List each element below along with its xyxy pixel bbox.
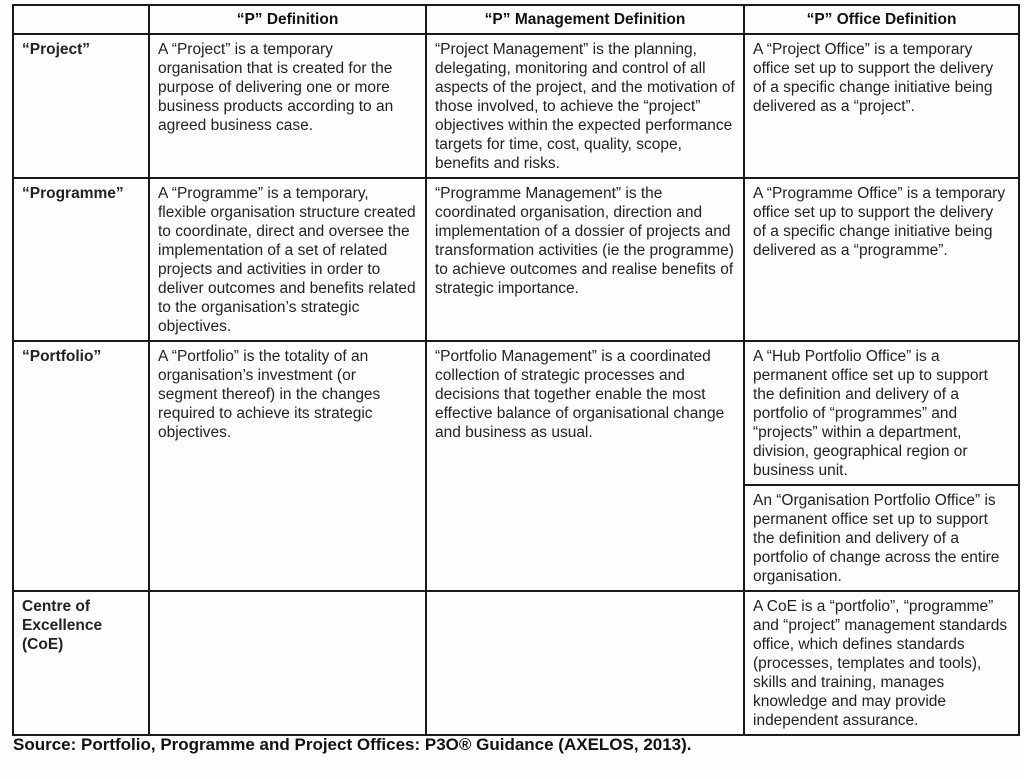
table-header-row (13, 5, 1019, 34)
portfolio-definition-cell: A “Portfolio” is the totality of an organisation’s investment (or segment thereof) in the changes required to achieve its strategic objectives. (149, 341, 426, 591)
header-management-cell: “P” Management Definition (426, 5, 744, 34)
coe-office-cell: A CoE is a “portfolio”, “programme” and “project” management standards office, which defines standards (processes, templates and tools), skills and training, manages knowledge and may provide independent assurance. (744, 591, 1019, 735)
source-caption: Source: Portfolio, Programme and Project Offices: P3O® Guidance (AXELOS, 2013). (13, 735, 692, 754)
programme-management-cell: “Programme Management” is the coordinated organisation, direction and implementation of a dossier of projects and transformation activities (ie the programme) to achieve outcomes and realise benefits of strategic importance. (426, 178, 744, 341)
table-row-programme (13, 178, 1019, 341)
coe-definition-cell (149, 591, 426, 735)
portfolio-office-org-cell: An “Organisation Portfolio Office” is permanent office set up to support the definition and delivery of a portfolio of change across the entire organisation. (744, 485, 1019, 591)
coe-management-cell (426, 591, 744, 735)
portfolio-term-cell: “Portfolio” (13, 341, 149, 591)
programme-definition-cell: A “Programme” is a temporary, flexible organisation structure created to coordinate, direct and oversee the implementation of a set of related projects and activities in order to deliver outcomes and benefits related to the organisation’s strategic objectives. (149, 178, 426, 341)
p3o-definitions-table (12, 4, 1020, 736)
project-office-cell: A “Project Office” is a temporary office set up to support the delivery of a specific change initiative being delivered as a “project”. (744, 34, 1019, 178)
table-row-portfolio (13, 341, 1019, 485)
table-row-project (13, 34, 1019, 178)
project-management-cell: “Project Management” is the planning, delegating, monitoring and control of all aspects of the project, and the motivation of those involved, to achieve the “project” objectives within the expected performance targets for time, cost, quality, scope, benefits and risks. (426, 34, 744, 178)
header-term-cell (13, 5, 149, 34)
project-term-cell: “Project” (13, 34, 149, 178)
programme-office-cell: A “Programme Office” is a temporary office set up to support the delivery of a specific change initiative being delivered as a “programme”. (744, 178, 1019, 341)
project-definition-cell: A “Project” is a temporary organisation that is created for the purpose of delivering one or more business products according to an agreed business case. (149, 34, 426, 178)
table-row-coe (13, 591, 1019, 735)
portfolio-management-cell: “Portfolio Management” is a coordinated collection of strategic processes and decisions that together enable the most effective balance of organisational change and business as usual. (426, 341, 744, 591)
coe-term-cell: Centre of Excellence (CoE) (13, 591, 149, 735)
header-definition-cell: “P” Definition (149, 5, 426, 34)
programme-term-cell: “Programme” (13, 178, 149, 341)
portfolio-office-hub-cell: A “Hub Portfolio Office” is a permanent office set up to support the definition and delivery of a portfolio of “programmes” and “projects” within a department, division, geographical region or business unit. (744, 341, 1019, 485)
header-office-cell: “P” Office Definition (744, 5, 1019, 34)
